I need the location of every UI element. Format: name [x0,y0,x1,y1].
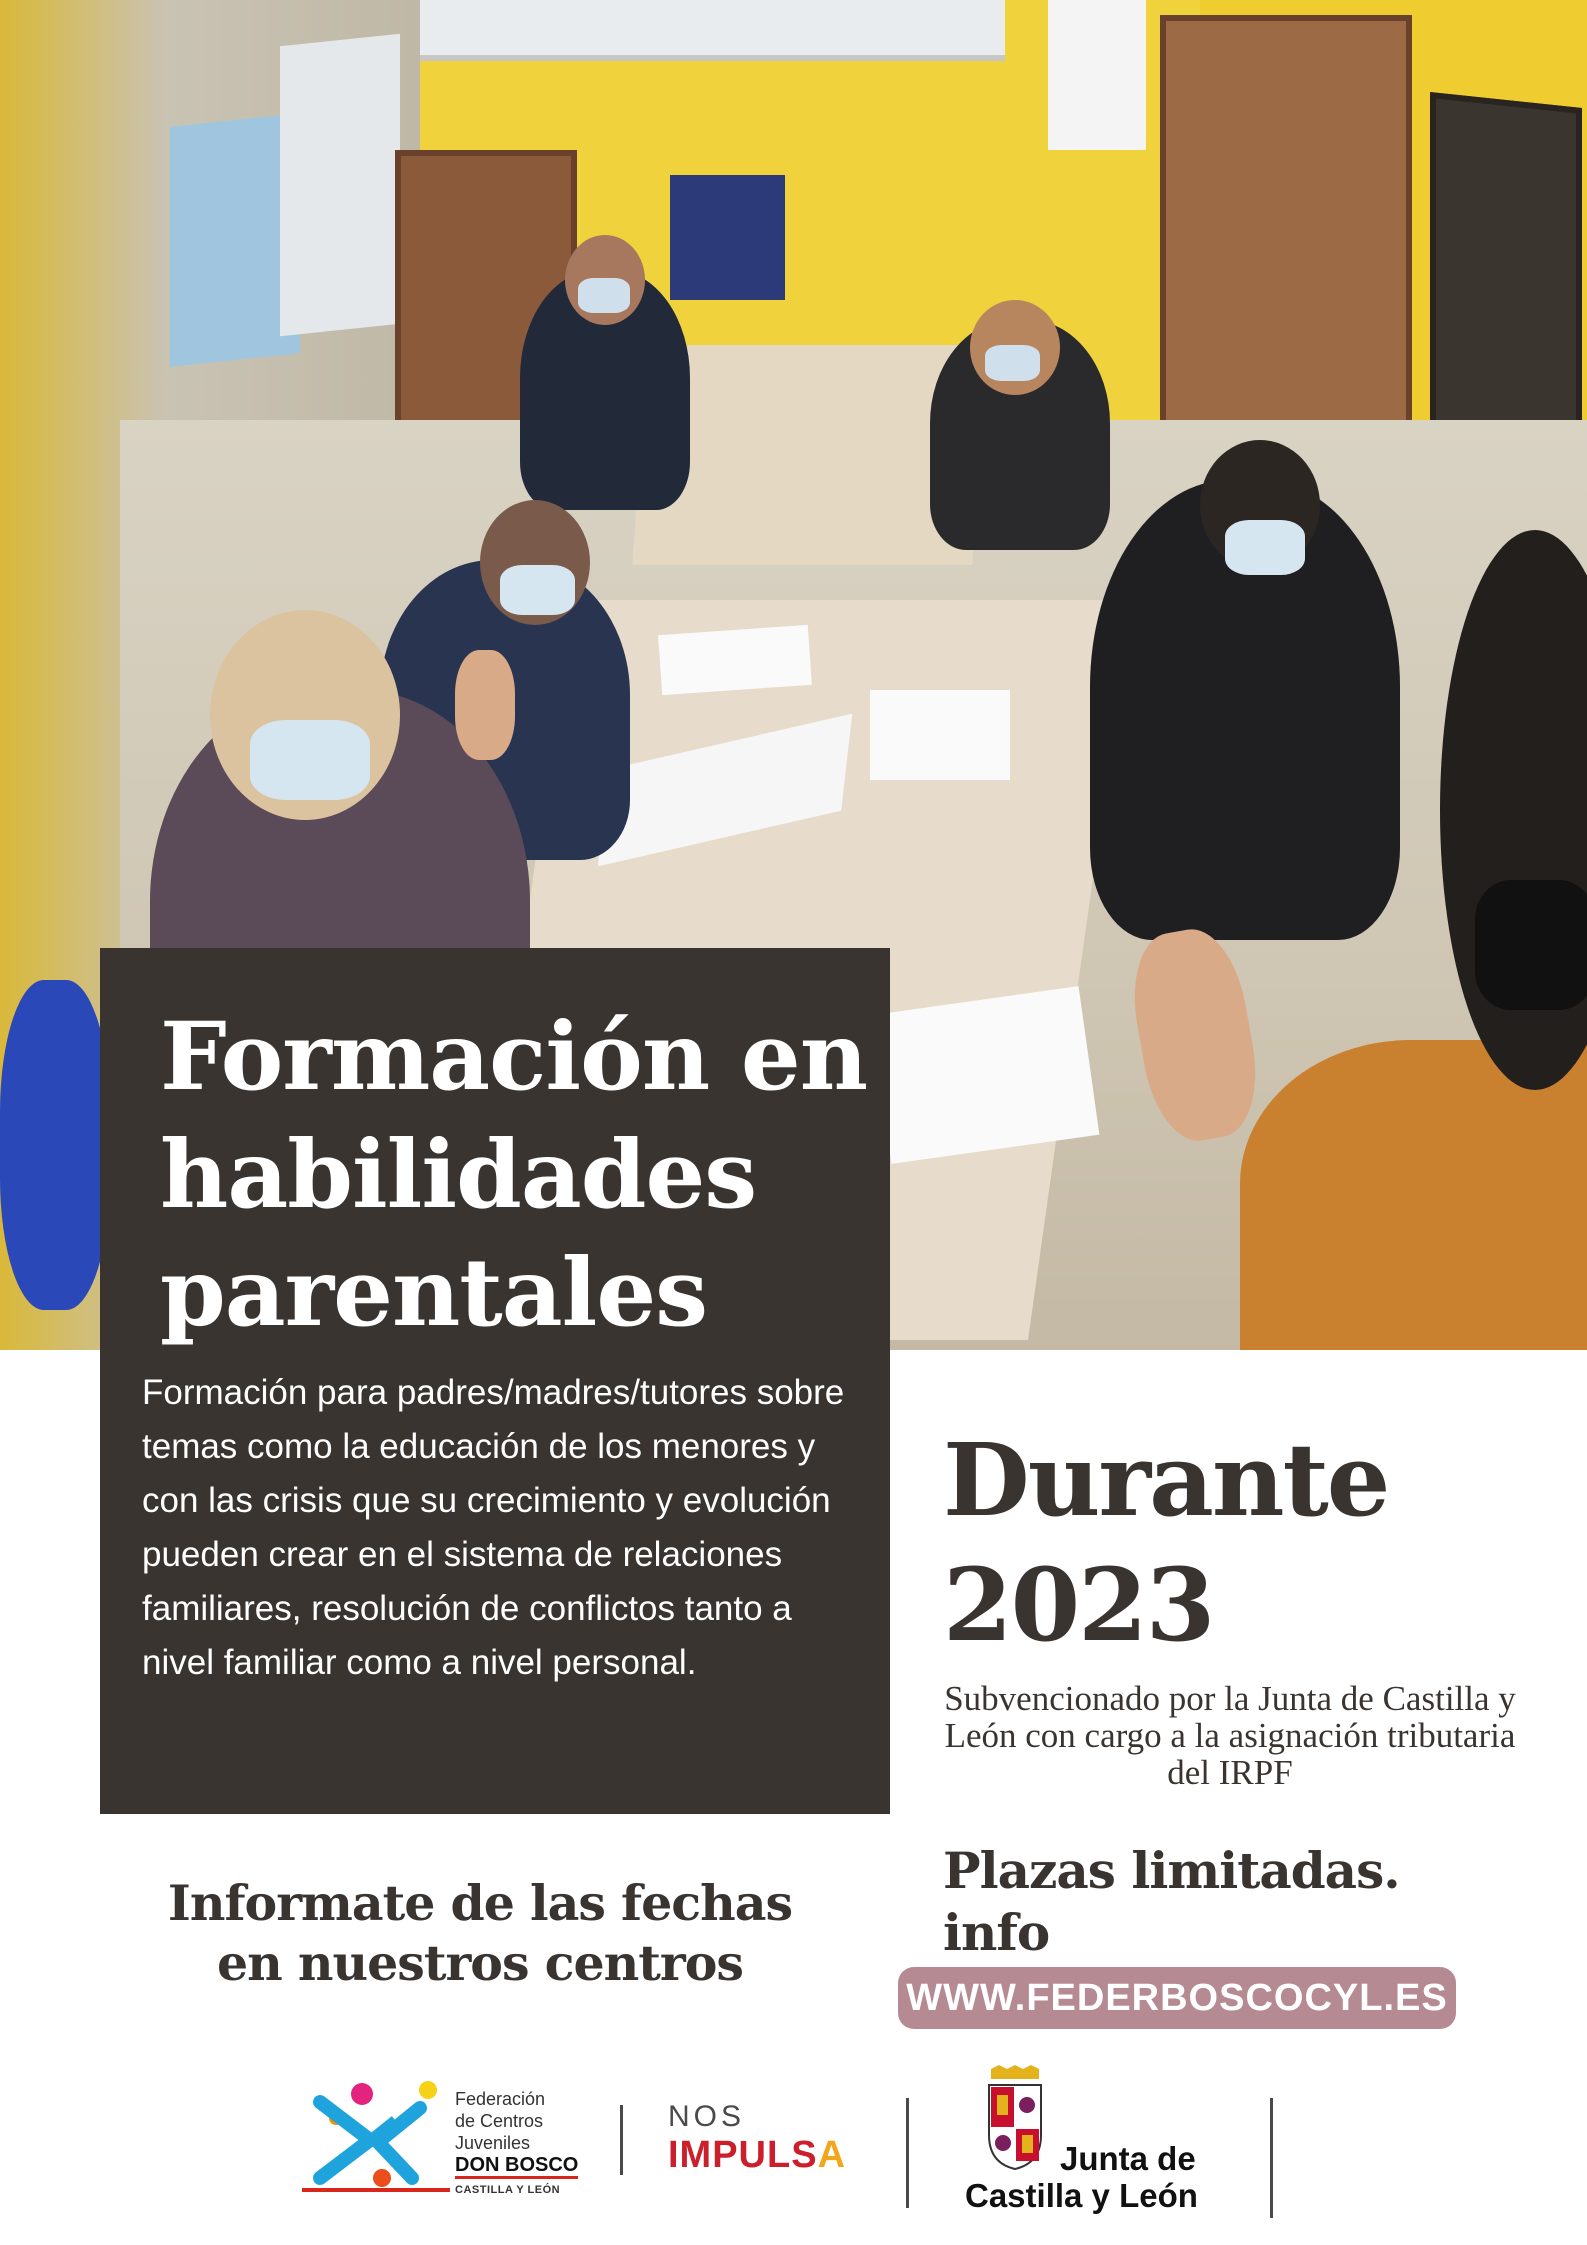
photo-face-mask [578,278,630,313]
period-heading [943,1418,1503,1668]
limited-places-line: info [943,1903,1050,1962]
logo-divider [620,2105,623,2175]
photo-paper [871,986,1100,1164]
website-link[interactable]: WWW.FEDERBOSCOCYL.ES [898,1967,1456,2029]
nos-impulsa-line [668,2134,898,2176]
photo-window [405,0,1005,61]
federation-logo [300,2080,600,2210]
page-title [160,998,890,1352]
limited-places-line: Plazas limitadas. [943,1841,1400,1900]
federation-logo-line: de Centros [455,2111,544,2131]
photo-poster [670,175,785,300]
junta-logo-line: Junta de [1060,2140,1196,2177]
photo-face-mask [250,720,370,800]
junta-logo-text [965,2140,1265,2214]
description-text: Formación para padres/madres/tutores sobre temas como la educación de los menores y con las crisis que su crecimiento y evolución pueden crear en el sistema de relaciones familiares, resolución de conflictos tanto a nivel familiar como a nivel personal. [142,1373,845,1682]
photo-face-mask [500,565,575,615]
logo-divider [1270,2098,1273,2218]
federation-logo-line: CASTILLA Y LEÓN [455,2184,561,2196]
nos-impulsa-last-letter: A [817,2134,847,2176]
photo-wall-map-2 [280,34,400,337]
photo-face-mask [1225,520,1305,575]
dates-info-line: en nuestros centros [216,1934,743,1992]
title-line: Formación en [160,1002,868,1112]
federation-logo-line: Federación [455,2089,546,2109]
photo-face-mask [1475,880,1587,1010]
federation-logo-line: Juveniles [455,2133,531,2153]
title-line: parentales [160,1238,708,1348]
photo-paper [658,625,812,695]
dates-info-line: Informate de las fechas [167,1874,793,1932]
dates-info-heading [110,1873,850,1993]
photo-peace-sign-hand [455,650,515,760]
photo-calendar [1048,0,1146,150]
nos-impulsa-logo [668,2100,898,2176]
title-line: habilidades [160,1120,757,1230]
logo-divider [906,2098,909,2208]
photo-paper [870,690,1010,780]
photo-chair [0,980,110,1310]
nos-impulsa-word: IMPULS [668,2134,818,2176]
period-line: 2023 [943,1546,1214,1664]
funding-note: Subvencionado por la Junta de Castilla y León con cargo a la asignación tributaria del IRPF [944,1679,1516,1792]
limited-places-heading [943,1840,1563,1964]
federation-logo-line: DON BOSCO [455,2154,578,2179]
federation-logo-text [455,2088,605,2201]
period-line: Durante [943,1421,1389,1539]
nos-impulsa-line: NOS [668,2100,746,2133]
federation-logo-mark-icon [300,2080,450,2200]
photo-face-mask [985,345,1040,381]
junta-logo-line: Castilla y León [965,2177,1198,2214]
